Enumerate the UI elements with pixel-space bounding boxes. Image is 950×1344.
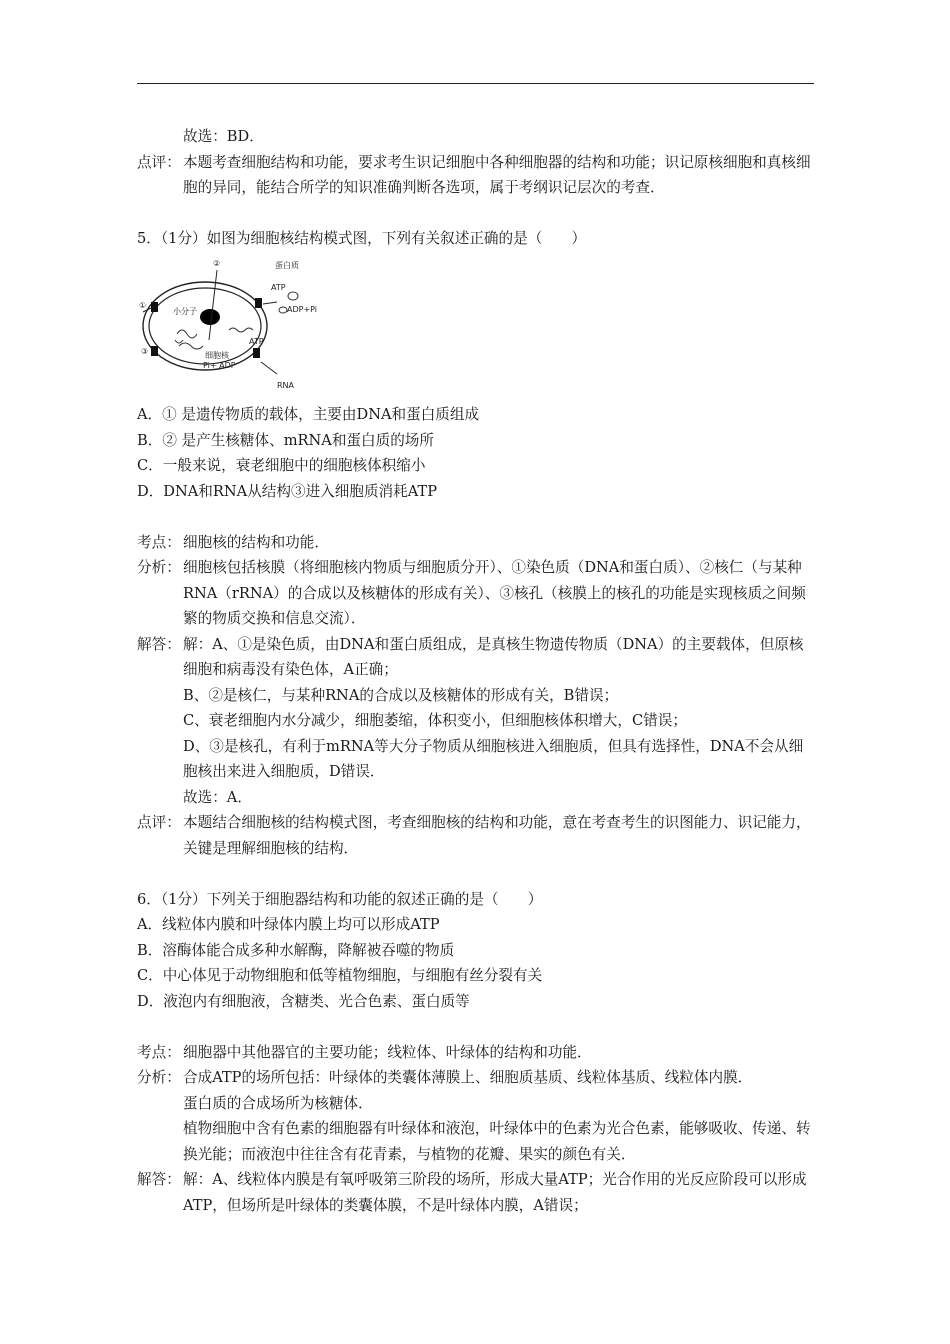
q5-dianping-text: 本题结合细胞核的结构模式图，考查细胞核的结构和功能，意在考查考生的识图能力、识记能力，关键是理解细胞核的结构． bbox=[183, 814, 811, 857]
label-1: ① bbox=[139, 300, 147, 310]
label-small-molecule: 小分子 bbox=[173, 306, 197, 316]
q6-option-d: D．液泡内有细胞液，含糖类、光合色素、蛋白质等 bbox=[137, 992, 470, 1010]
q5-answer: 故选：A． bbox=[183, 788, 252, 806]
rna-strand bbox=[229, 328, 253, 332]
q6-fenxi-body bbox=[183, 1065, 814, 1167]
page-content bbox=[137, 124, 814, 1218]
q6-option-c: C．中心体见于动物细胞和低等植物细胞，与细胞有丝分裂有关 bbox=[137, 967, 543, 984]
label-atp-top: ATP bbox=[271, 282, 286, 292]
pointer-line bbox=[209, 270, 217, 340]
q5-jieda-line: 解：A、①是染色质，由DNA和蛋白质组成，是真核生物遗传物质（DNA）的主要载体，但原核细胞和病毒没有染色体，A正确； bbox=[183, 635, 804, 678]
q6-jieda-text: 解：A、线粒体内膜是有氧呼吸第三阶段的场所，形成大量ATP；光合作用的光反应阶段可以形成ATP，但场所是叶绿体的类囊体膜，不是叶绿体内膜，A错误； bbox=[183, 1171, 807, 1214]
nuclear-pore bbox=[253, 348, 260, 358]
spacer bbox=[137, 1014, 814, 1040]
q6-stem: 6．（1分）下列关于细胞器结构和功能的叙述正确的是（ ） bbox=[137, 890, 543, 908]
q6-kaodian bbox=[137, 1040, 814, 1066]
label-2: ② bbox=[213, 258, 221, 268]
q5-kaodian-label: 考点： bbox=[137, 533, 181, 551]
q5-fenxi-label: 分析： bbox=[137, 559, 181, 576]
label-nucleus: 细胞核 bbox=[205, 350, 229, 360]
nuclear-pore bbox=[255, 298, 262, 308]
prev-comment-label: 点评： bbox=[137, 153, 181, 171]
q5-jieda-label: 解答： bbox=[137, 635, 181, 653]
q5-jieda-line: B、②是核仁，与某种RNA的合成以及核糖体的形成有关，B错误； bbox=[183, 686, 619, 704]
label-protein: 蛋白质 bbox=[275, 260, 299, 270]
q5-fenxi-text: 细胞核包括核膜（将细胞核内物质与细胞质分开）、①染色质（DNA和蛋白质）、②核仁（与某种RNA（rRNA）的合成以及核糖体的形成有关）、③核孔（核膜上的核孔的功能是实现核质之间频繁的物质交换和信息交流）． bbox=[183, 559, 806, 627]
label-adp-pi: ADP+Pi bbox=[287, 304, 318, 314]
q5-option-d: D．DNA和RNA从结构③进入细胞质消耗ATP bbox=[137, 482, 438, 500]
q6-fenxi-line: 蛋白质的合成场所为核糖体． bbox=[183, 1094, 373, 1112]
q5-jieda bbox=[137, 632, 814, 811]
arrow-line bbox=[263, 302, 277, 304]
arrow-line bbox=[261, 362, 277, 374]
label-3: ③ bbox=[141, 346, 149, 356]
q5-option-c: C．一般来说，衰老细胞中的细胞核体积缩小 bbox=[137, 457, 426, 474]
q5-stem: 5．（1分）如图为细胞核结构模式图，下列有关叙述正确的是（ ） bbox=[137, 230, 587, 247]
q5-kaodian-text: 细胞核的结构和功能． bbox=[183, 533, 329, 551]
q5-jieda-line: D、③是核孔，有利于mRNA等大分子物质从细胞核进入细胞质，但具有选择性，DNA不会从细胞核出来进入细胞质，D错误． bbox=[183, 737, 804, 780]
q6-kaodian-label: 考点： bbox=[137, 1043, 181, 1061]
q5-jieda-body bbox=[183, 632, 814, 811]
spacer bbox=[137, 201, 814, 227]
nucleus-structure-figure bbox=[137, 254, 337, 392]
q5-dianping-label: 点评： bbox=[137, 814, 181, 831]
prev-answer: 故选：BD． bbox=[183, 128, 264, 145]
q6-option-a: A．线粒体内膜和叶绿体内膜上均可以形成ATP bbox=[137, 916, 440, 933]
q5-option-b: B．② 是产生核糖体、mRNA和蛋白质的场所 bbox=[137, 431, 434, 449]
nucleolus bbox=[200, 309, 220, 325]
spacer bbox=[137, 861, 814, 887]
label-atp-bottom: ATP bbox=[249, 336, 264, 346]
q6-option-b: B．溶酶体能合成多种水解酶，降解被吞噬的物质 bbox=[137, 941, 455, 959]
q5-fenxi bbox=[137, 555, 814, 632]
chromatin bbox=[175, 330, 203, 349]
label-rna: RNA bbox=[277, 380, 295, 390]
nuclear-pore bbox=[151, 302, 158, 312]
q5-dianping bbox=[137, 810, 814, 861]
q5-kaodian bbox=[137, 530, 814, 556]
protein-blob bbox=[279, 307, 287, 313]
header-rule bbox=[137, 83, 814, 84]
prev-comment bbox=[137, 150, 814, 201]
q6-kaodian-text: 细胞器中其他器官的主要功能；线粒体、叶绿体的结构和功能． bbox=[183, 1043, 592, 1061]
nuclear-pore bbox=[151, 346, 158, 356]
q5-option-a: A．① 是遗传物质的载体，主要由DNA和蛋白质组成 bbox=[137, 406, 480, 423]
q6-fenxi-line: 植物细胞中含有色素的细胞器有叶绿体和液泡，叶绿体中的色素为光合色素，能够吸收、传递、转换光能；而液泡中往往含有花青素，与植物的花瓣、果实的颜色有关． bbox=[183, 1120, 811, 1163]
q6-fenxi-label: 分析： bbox=[137, 1069, 181, 1086]
q6-jieda bbox=[137, 1167, 814, 1218]
prev-comment-text: 本题考查细胞结构和功能，要求考生识记细胞中各种细胞器的结构和功能；识记原核细胞和真核细胞的异同，能结合所学的知识准确判断各选项，属于考纲识记层次的考查． bbox=[183, 153, 811, 196]
q6-fenxi bbox=[137, 1065, 814, 1167]
q5-jieda-line: C、衰老细胞内水分减少，细胞萎缩，体积变小，但细胞核体积增大，C错误； bbox=[183, 712, 687, 729]
spacer bbox=[137, 504, 814, 530]
protein-blob bbox=[288, 292, 298, 300]
q6-jieda-label: 解答： bbox=[137, 1171, 181, 1188]
q6-fenxi-line: 合成ATP的场所包括：叶绿体的类囊体薄膜上、细胞质基质、线粒体基质、线粒体内膜． bbox=[183, 1069, 753, 1086]
label-pi-adp: Pi+ ADP bbox=[203, 360, 236, 370]
